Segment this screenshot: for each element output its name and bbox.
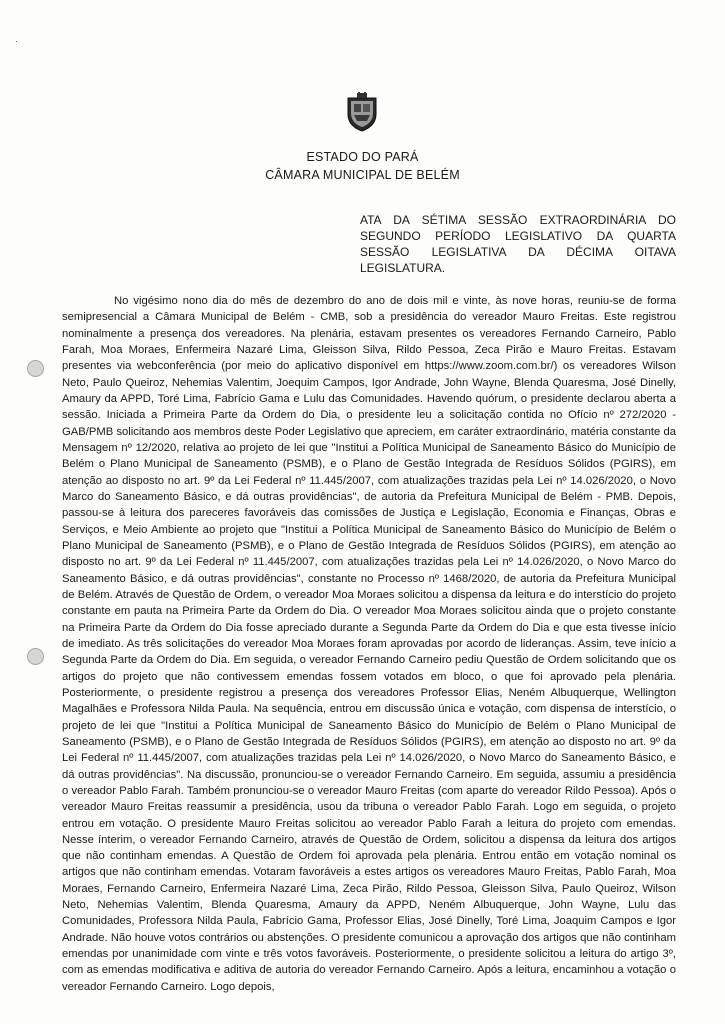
minutes-paragraph: No vigésimo nono dia do mês de dezembro do ano de dois mil e vinte, às nove horas, reuniu-se de forma semipresencial a Câmara Municipal de Belém - CMB, sob a presidência do vereador Mauro Freitas. Este registrou nominalmente a presença dos vereadores. Na plenária, estavam presentes os vereadores Fernando Carneiro, Pablo Farah, Moa Moraes, Enfermeira Nazaré Lima, Gleisson Silva, Rildo Pessoa, Zeca Pirão e Mauro Freitas. Estavam presentes via webconferência (por meio do aplicativo disponível em https://www.zoom.com.br/) os vereadores Wilson Neto, Paulo Queiroz, Nehemias Valentim, Joequim Campos, Igor Andrade, John Wayne, Blenda Quaresma, José Dinelly, Amaury da APPD, Toré Lima, Fabrício Gama e Lulu das Comunidades. Havendo quórum, o presidente declarou aberta a sessão. Iniciada a Primeira Parte da Ordem do Dia, o presidente leu a solicitação contida no Ofício nº 272/2020 - GAB/PMB solicitando aos membros deste Poder Legislativo que apreciem, em caráter extraordinário, matéria constante da Mensagem nº 12/2020, relativa ao projeto de lei que "Institui a Política Municipal de Saneamento Básico do Município de Belém o Plano Municipal de Saneamento (PSMB), e o Plano de Gestão Integrada de Resíduos Sólidos (PGIRS), em atenção ao disposto no art. 9º da Lei Federal nº 11.445/2007, com atualizações trazidas pela Lei nº 14.026/2020, o Novo Marco do Saneamento Básico, e dá outras providências", de autoria da Prefeitura Municipal de Belém - PMB. Depois, passou-se à leitura dos pareceres favoráveis das comissões de Justiça e Legislação, Economia e Finanças, Obras e Serviços, e Meio Ambiente ao projeto que "Institui a Política Municipal de Saneamento Básico do Município de Belém o Plano Municipal de Saneamento (PSMB), e o Plano de Gestão Integrada de Resíduos Sólidos (PGIRS), em atenção ao disposto no art. 9º da Lei Federal nº 11.445/2007, com atualizações trazidas pela Lei nº 14.026/2020, o Novo Marco do Saneamento Básico, e dá outras providências", constante no Processo nº 1468/2020, de autoria da Prefeitura Municipal de Belém. Através de Questão de Ordem, o vereador Moa Moraes solicitou a dispensa da leitura e do interstício do projeto constante em pauta na Primeira Parte da Ordem do Dia. O vereador Moa Moraes solicitou ainda que o projeto constante na Primeira Parte da Ordem do Dia fosse apreciado durante a Segunda Parte da Ordem do Dia e que esta tivesse início de imediato. As três solicitações do vereador Moa Moraes foram aprovadas por acordo de lideranças. Assim, teve início a Segunda Parte da Ordem do Dia. Em seguida, o vereador Fernando Carneiro pediu Questão de Ordem solicitando que os artigos do projeto que não contivessem emendas fossem votados em bloco, o que foi aprovado pela plenária. Posteriormente, o presidente registrou a presença dos vereadores Professor Elias, Neném Albuquerque, Wellington Magalhães e Professora Nilda Paula. Na sequência, entrou em discussão única e votação, com dispensa de interstício, o projeto de lei que "Institui a Política Municipal de Saneamento Básico do Município de Belém o Plano Municipal de Saneamento (PSMB), e o Plano de Gestão Integrada de Resíduos Sólidos (PGIRS), em atenção ao disposto no art. 9º da Lei Federal nº 11.445/2007, com atualizações trazidas pela Lei nº 14.026/2020, o Novo Marco do Saneamento Básico, e dá outras providências". Na discussão, pronunciou-se o vereador Fernando Carneiro. Em seguida, assumiu a presidência o vereador Pablo Farah. Também pronunciou-se o vereador Mauro Freitas (com aparte do vereador Rildo Pessoa). Após o vereador Mauro Freitas reassumir a presidência, usou da tribuna o vereador Pablo Farah. Logo em seguida, o projeto entrou em votação. O presidente Mauro Freitas solicitou ao vereador Pablo Farah a leitura do projeto com emendas. Nesse ínterim, o vereador Fernando Carneiro, através de Questão de Ordem, solicitou a dispensa da leitura dos artigos que não continham emendas. A Questão de Ordem foi aprovada pela plenária. Entrou então em votação nominal os artigos que não continham emendas. Votaram favoráveis a estes artigos os vereadores Mauro Freitas, Pablo Farah, Moa Moraes, Fernando Carneiro, Enfermeira Nazaré Lima, Zeca Pirão, Rildo Pessoa, Gleisson Silva, Paulo Queiroz, Wilson Neto, Nehemias Valentim, Blenda Quaresma, Amaury da APPD, Neném Albuquerque, John Wayne, Lulu das Comunidades, Professora Nilda Paula, Fabrício Gama, Professor Elias, José Dinelly, Toré Lima, Joaquim Campos e Igor Andrade. Não houve votos contrários ou abstenções. O presidente comunicou a aprovação dos artigos que não continham emendas por unanimidade com vinte e três votos favoráveis. Posteriormente, o presidente solicitou a leitura do artigo 3º, com as emendas modificativa e aditiva de autoria do vereador Fernando Carneiro. Após a leitura, encaminhou a votação o vereador Fernando Carneiro. Logo depois, bbox=[62, 295, 676, 993]
margin-mark: · bbox=[15, 36, 18, 46]
minutes-title: ATA DA SÉTIMA SESSÃO EXTRAORDINÁRIA DO SEGUNDO PERÍODO LEGISLATIVO DA QUARTA SESSÃO LEGISLATIVA DA DÉCIMA OITAVA LEGISLATURA. bbox=[360, 213, 676, 275]
belem-coat-of-arms-icon bbox=[345, 92, 379, 132]
punch-hole bbox=[27, 360, 44, 377]
chamber-heading: CÂMARA MUNICIPAL DE BELÉM bbox=[265, 168, 460, 182]
punch-hole bbox=[27, 648, 44, 665]
minutes-body bbox=[62, 293, 676, 995]
state-heading: ESTADO DO PARÁ bbox=[306, 150, 419, 164]
